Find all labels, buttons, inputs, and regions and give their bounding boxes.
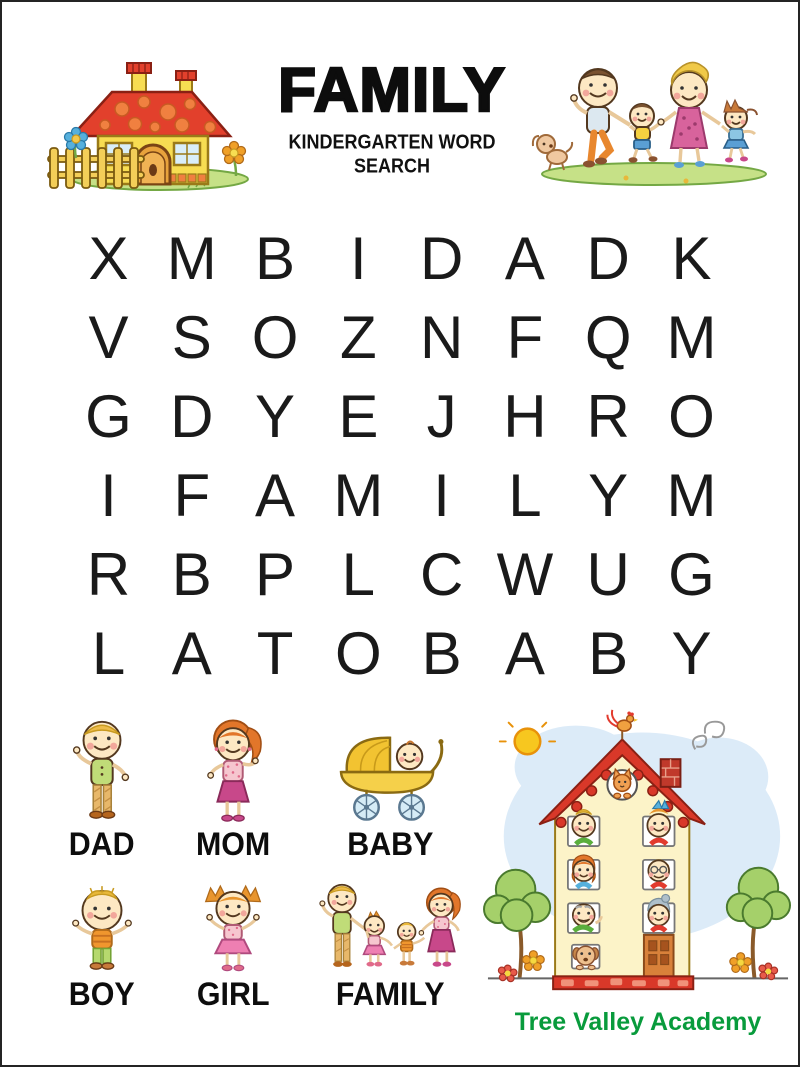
grid-letter: Z [340,304,377,371]
dad-icon [64,716,140,823]
grid-letter: U [586,541,630,608]
grid-letter: L [91,620,126,687]
grid-letter: C [419,541,464,608]
grid-letter: S [171,304,212,371]
cartoon-house-icon [40,54,252,192]
page-subtitle: KINDERGARTEN WORD SEARCH [288,130,496,178]
family-group-icon [314,875,466,973]
grid-letter: D [419,225,464,292]
grid-letter: M [666,462,717,529]
grid-letter: Q [584,304,632,371]
title-block [250,56,534,178]
grid-letter: T [256,620,294,687]
grid-letter: G [85,383,132,450]
word-item-boy [42,862,162,1010]
grid-letter: A [504,225,545,292]
grid-letter: O [251,304,299,371]
grid-letter: I [433,462,450,529]
grid-letter: O [335,620,382,687]
word-label: GIRL [196,976,270,1012]
grid-letter: X [88,225,129,292]
grid-letter: F [173,462,211,529]
grid-letter: K [671,225,712,292]
grid-letter: A [171,620,212,687]
grid-letter: D [586,225,630,292]
word-item-family [300,862,480,1010]
grid-letter: M [666,304,717,371]
word-label: MOM [195,826,271,862]
grid-row [67,377,733,456]
grid-letter: R [586,383,630,450]
grid-letter: J [426,383,457,450]
girl-icon [194,879,272,973]
grid-letter: Y [255,383,296,450]
grid-letter: M [166,225,217,292]
grid-letter: G [668,541,715,608]
grid-letter: R [86,541,131,608]
grid-row [67,219,733,298]
baby-pram-icon [331,727,449,823]
word-label: BABY [346,826,434,862]
grid-letter: L [508,462,542,529]
grid-letter: M [333,462,384,529]
grid-letter: F [506,304,544,371]
grid-letter: L [341,541,376,608]
grid-row [67,614,733,693]
grid-letter: Y [671,620,712,687]
grid-letter: E [338,383,379,450]
grid-letter: B [171,541,212,608]
word-item-dad [42,710,162,860]
page-title: FAMILY [278,56,506,125]
mom-icon [195,718,271,823]
letter-grid [67,219,733,693]
grid-letter: N [419,304,464,371]
family-house-icon [480,698,796,1004]
grid-letter: Y [588,462,629,529]
word-item-girl [172,862,294,1010]
grid-letter: D [170,383,214,450]
grid-letter: I [100,462,117,529]
grid-letter: B [588,620,629,687]
boy-icon [63,883,141,973]
grid-row [67,298,733,377]
word-label: BOY [69,976,135,1012]
grid-letter: H [503,383,547,450]
grid-letter: P [255,541,296,608]
grid-letter: A [255,462,296,529]
word-item-mom [172,710,294,860]
grid-row [67,535,733,614]
grid-letter: V [88,304,129,371]
cartoon-family-icon [526,46,778,192]
grid-letter: A [504,620,545,687]
grid-letter: W [496,541,554,608]
grid-letter: I [350,225,367,292]
word-label: DAD [69,826,135,862]
credit-text: Tree Valley Academy [514,1008,762,1036]
word-item-baby [308,710,472,860]
word-label: FAMILY [335,976,445,1012]
grid-letter: B [255,225,296,292]
grid-row [67,456,733,535]
grid-letter: B [421,620,462,687]
grid-letter: O [668,383,715,450]
